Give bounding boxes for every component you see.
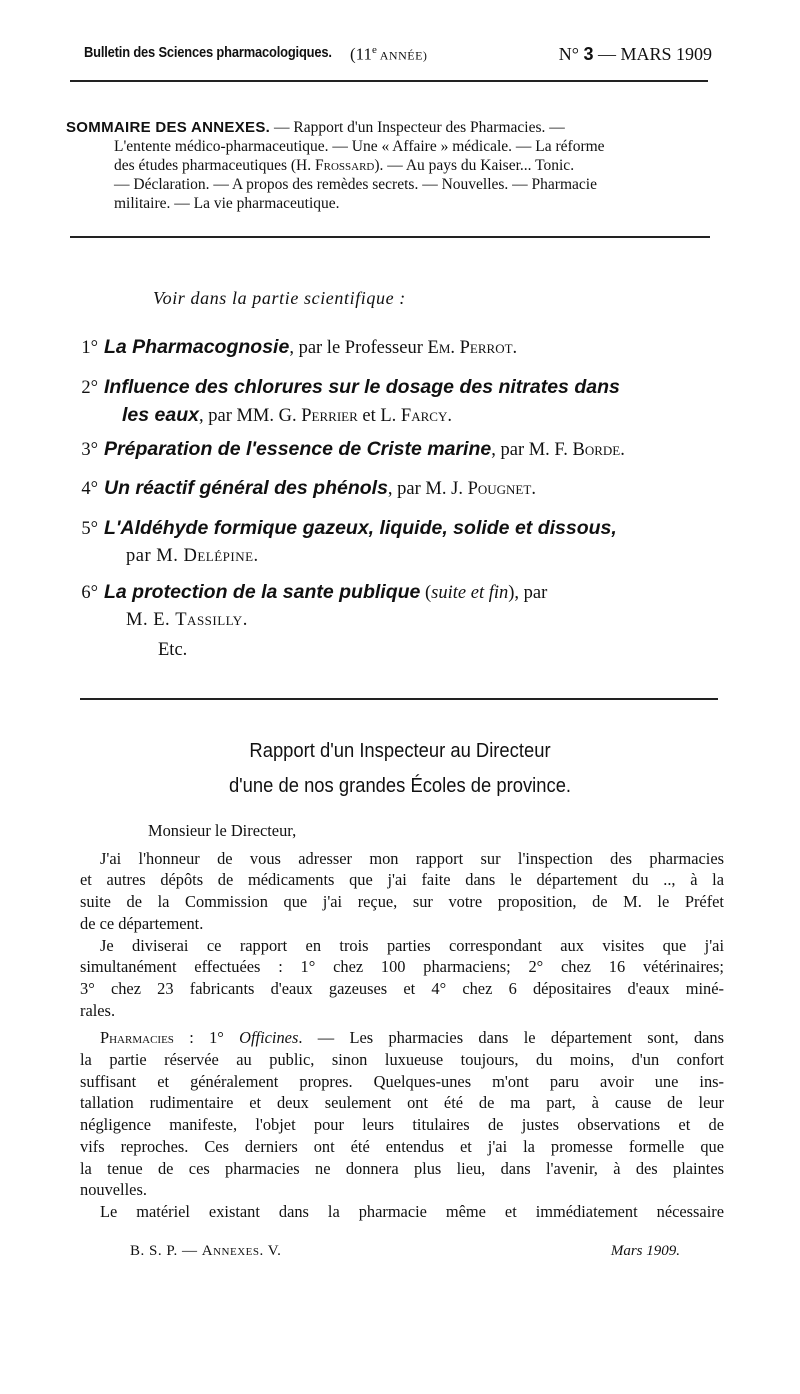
footer-date: Mars 1909. [610,1243,680,1259]
toc-item-6: 6° La protection de la sante publique (suite et fin), par M. E. Tassilly. [81,581,548,630]
header-rule [70,80,708,82]
toc-item-4: 4° Un réactif général des phénols, par M. J. Pougnet. [81,477,536,499]
issue-label: N° 3 — MARS 1909 [558,44,712,64]
article-title-line-2: d'une de nos grandes Écoles de province. [228,775,572,797]
toc-item-3: 3° Préparation de l'essence de Criste marine, par M. F. Borde. [81,438,625,460]
year-label: (11e ANNÉE) [350,44,428,64]
sommaire-des-annexes: SOMMAIRE DES ANNEXES. — Rapport d'un Inspecteur des Pharmacies. — L'entente médico-pharmaceutique. — Une « Affaire » médicale. — La réforme des études pharmaceutiques (H. Frossard). — Au pays du Kaiser... Tonic. — Déclaration. — A propos des remèdes secrets. — Nouvelles. — Pharmacie militaire. — La vie pharmaceutique. [66,119,605,212]
salutation: Monsieur le Directeur, [148,821,297,840]
journal-title: Bulletin des Sciences pharmacologiques. [84,44,332,61]
sommaire-rule [70,236,710,238]
toc-etc: Etc. [158,640,188,660]
toc-item-5: 5° L'Aldéhyde formique gazeux, liquide, solide et dissous, par M. Delépine. [81,517,617,566]
running-header [84,44,712,70]
toc-item-1: 1° La Pharmacognosie, par le Professeur Em. Perrot. [81,336,518,358]
footer-signature: B. S. P. — Annexes. V. [130,1243,282,1259]
article-body: Monsieur le Directeur, J'ai l'honneur de vous adresser mon rapport sur l'inspection des pharmacies et autres dépôts de médicaments que j'ai faite dans le département du .., à la suite de la Commission que j'ai reçue, sur votre proposition, de M. le Préfet de ce département. Je diviserai ce rapport en trois parties correspondant aux visites que j'ai simultanément effectuées : 1° chez 100 pharmaciens; 2° chez 16 vétérinaires; 3° chez 23 fabricants d'eaux gazeuses et 4° chez 6 dépositaires d'eaux miné- rales. Pharmacies : 1° Officines. — Les pharmacies dans le département sont, dans la partie réservée au public, sinon luxueuse toujours, du moins, d'un confort suffisant et généralement propres. Quelques-unes m'ont paru avoir une ins- tallation rudimentaire et deux seulement ont été de ma part, à cause de leur négligence manifeste, l'objet pour leurs titulaires de justes observations et de vifs reproches. Ces derniers ont été entendus et j'ai la promesse formelle que la tenue de ces pharmacies ne donnera plus lieu, dans l'avenir, à des plaintes nouvelles. Le matériel existant dans la pharmacie même et immédiatement nécessaire [80,821,724,1221]
section-rule [80,698,718,700]
toc-item-2: 2° Influence des chlorures sur le dosage des nitrates dans les eaux, par MM. G. Perrier et L. Farcy. [81,376,620,426]
voir-line: Voir dans la partie scientifique : [153,288,406,308]
sommaire-heading: SOMMAIRE DES ANNEXES. [66,119,271,136]
article-title-line-1: Rapport d'un Inspecteur au Directeur [249,740,551,762]
